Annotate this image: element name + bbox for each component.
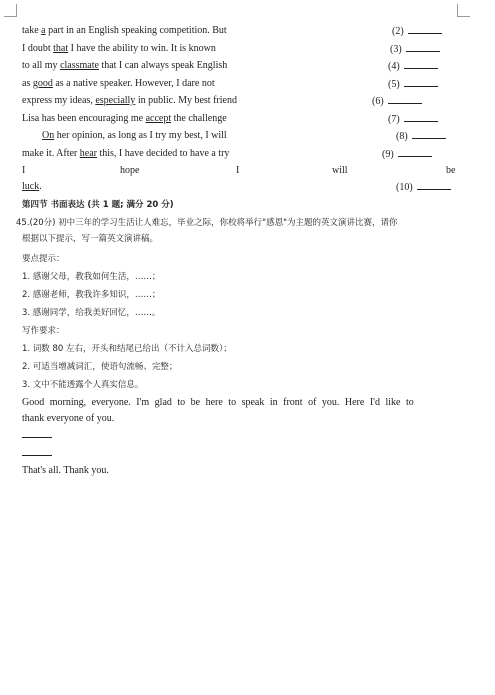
requirement-item: 1. 词数 80 左右，开头和结尾已给出（不计入总词数）；	[22, 344, 232, 354]
requirement-item: 3. 文中不能透露个人真实信息。	[22, 380, 144, 390]
underlined-word: classmate	[60, 60, 99, 71]
tip-item: 1. 感谢父母，教我如何生活，……；	[22, 272, 161, 282]
answer-blank[interactable]	[404, 112, 438, 122]
answer-blank[interactable]	[404, 59, 438, 69]
line-text: this, I have decided to have a try	[96, 147, 230, 159]
passage-line	[42, 129, 227, 143]
item-number: (5)	[388, 78, 400, 90]
passage-line	[22, 24, 227, 38]
line-text: that I can always speak English	[98, 60, 228, 71]
corner-mark-top-left	[4, 4, 17, 17]
passage-line-justified	[22, 164, 458, 178]
blank-number	[392, 24, 442, 39]
answer-blank[interactable]	[406, 42, 440, 52]
question-45-prompt-cont: 根据以下提示，写一篇英文演讲稿。	[22, 234, 159, 244]
line-text: Lisa has been encouraging me	[22, 112, 146, 124]
item-number: (10)	[396, 182, 413, 193]
word: be	[446, 165, 456, 176]
tips-heading: 要点提示：	[22, 254, 65, 264]
line-text: in public. My best friend	[135, 95, 237, 106]
question-45-prompt: 45.(20分) 初中三年的学习生活让人难忘，毕业之际，你校将举行"感恩"为主题的英文演讲比赛，请你	[16, 218, 398, 228]
blank-number	[388, 112, 438, 127]
item-number: (7)	[388, 113, 400, 125]
underlined-word: especially	[95, 95, 136, 106]
item-number: (9)	[382, 148, 394, 160]
line-text: as a native speaker. However, I dare not	[52, 77, 215, 89]
word: hope	[120, 165, 140, 176]
answer-blank[interactable]	[388, 94, 422, 104]
passage-line	[22, 59, 227, 73]
line-text: .	[39, 181, 42, 192]
item-number: (2)	[392, 26, 404, 37]
line-text: take	[22, 25, 42, 36]
line-text: as	[22, 77, 33, 89]
item-number: (6)	[372, 96, 384, 107]
word: I	[236, 165, 240, 176]
underlined-word: On	[42, 130, 55, 141]
blank-number	[390, 42, 440, 57]
answer-blank[interactable]	[398, 147, 432, 157]
requirements-heading: 写作要求：	[22, 326, 65, 336]
tip-item: 2. 感谢老师，教我许多知识，……；	[22, 290, 161, 300]
item-number: (4)	[388, 61, 400, 72]
underlined-word: accept	[145, 112, 172, 124]
blank-number	[396, 180, 451, 195]
answer-blank[interactable]	[417, 180, 451, 190]
underlined-word: good	[32, 77, 53, 89]
closing-line: That's all. Thank you.	[22, 465, 109, 476]
opening-line: Good morning, everyone. I'm glad to be here to speak in front of you. Here I'd like to	[22, 397, 414, 408]
section-title: 第四节 书面表达 (共 1 题; 满分 20 分)	[22, 200, 174, 210]
word: will	[332, 165, 348, 176]
line-text: part in an English speaking competition. But	[45, 25, 227, 36]
passage-line-last	[22, 180, 42, 194]
line-text: make it. After	[22, 147, 80, 159]
blank-number	[382, 147, 432, 162]
passage-line	[22, 42, 216, 56]
answer-blank[interactable]	[412, 129, 446, 139]
line-text: her opinion, as long as I try my best, I will	[54, 130, 227, 141]
writing-blank-line[interactable]	[22, 446, 52, 460]
blank-number	[396, 129, 446, 144]
passage-line	[22, 77, 215, 91]
line-text: the challenge	[171, 112, 227, 124]
underlined-word: a	[41, 25, 46, 36]
opening-line-cont: thank everyone of you.	[22, 413, 115, 424]
answer-blank[interactable]	[404, 77, 438, 87]
blank-number	[388, 77, 438, 92]
underlined-word: luck	[22, 181, 40, 192]
underlined-word: hear	[79, 147, 97, 159]
requirement-item: 2. 可适当增减词汇，使语句流畅、完整；	[22, 362, 178, 372]
underlined-word: that	[53, 42, 69, 54]
passage-line	[22, 94, 237, 108]
item-number: (8)	[396, 131, 408, 142]
corner-mark-top-right	[457, 4, 470, 17]
blank-number	[388, 59, 438, 74]
passage-line	[22, 147, 229, 161]
line-text: I doubt	[22, 42, 54, 54]
writing-blank-line[interactable]	[22, 428, 52, 442]
word: I	[22, 165, 26, 176]
item-number: (3)	[390, 43, 402, 55]
line-text: express my ideas,	[22, 95, 96, 106]
passage-line	[22, 112, 227, 126]
line-text: I have the ability to win. It is known	[68, 42, 216, 54]
answer-blank[interactable]	[408, 24, 442, 34]
blank-number	[372, 94, 422, 109]
line-text: to all my	[22, 60, 61, 71]
tip-item: 3. 感谢同学，给我美好回忆，……。	[22, 308, 161, 318]
